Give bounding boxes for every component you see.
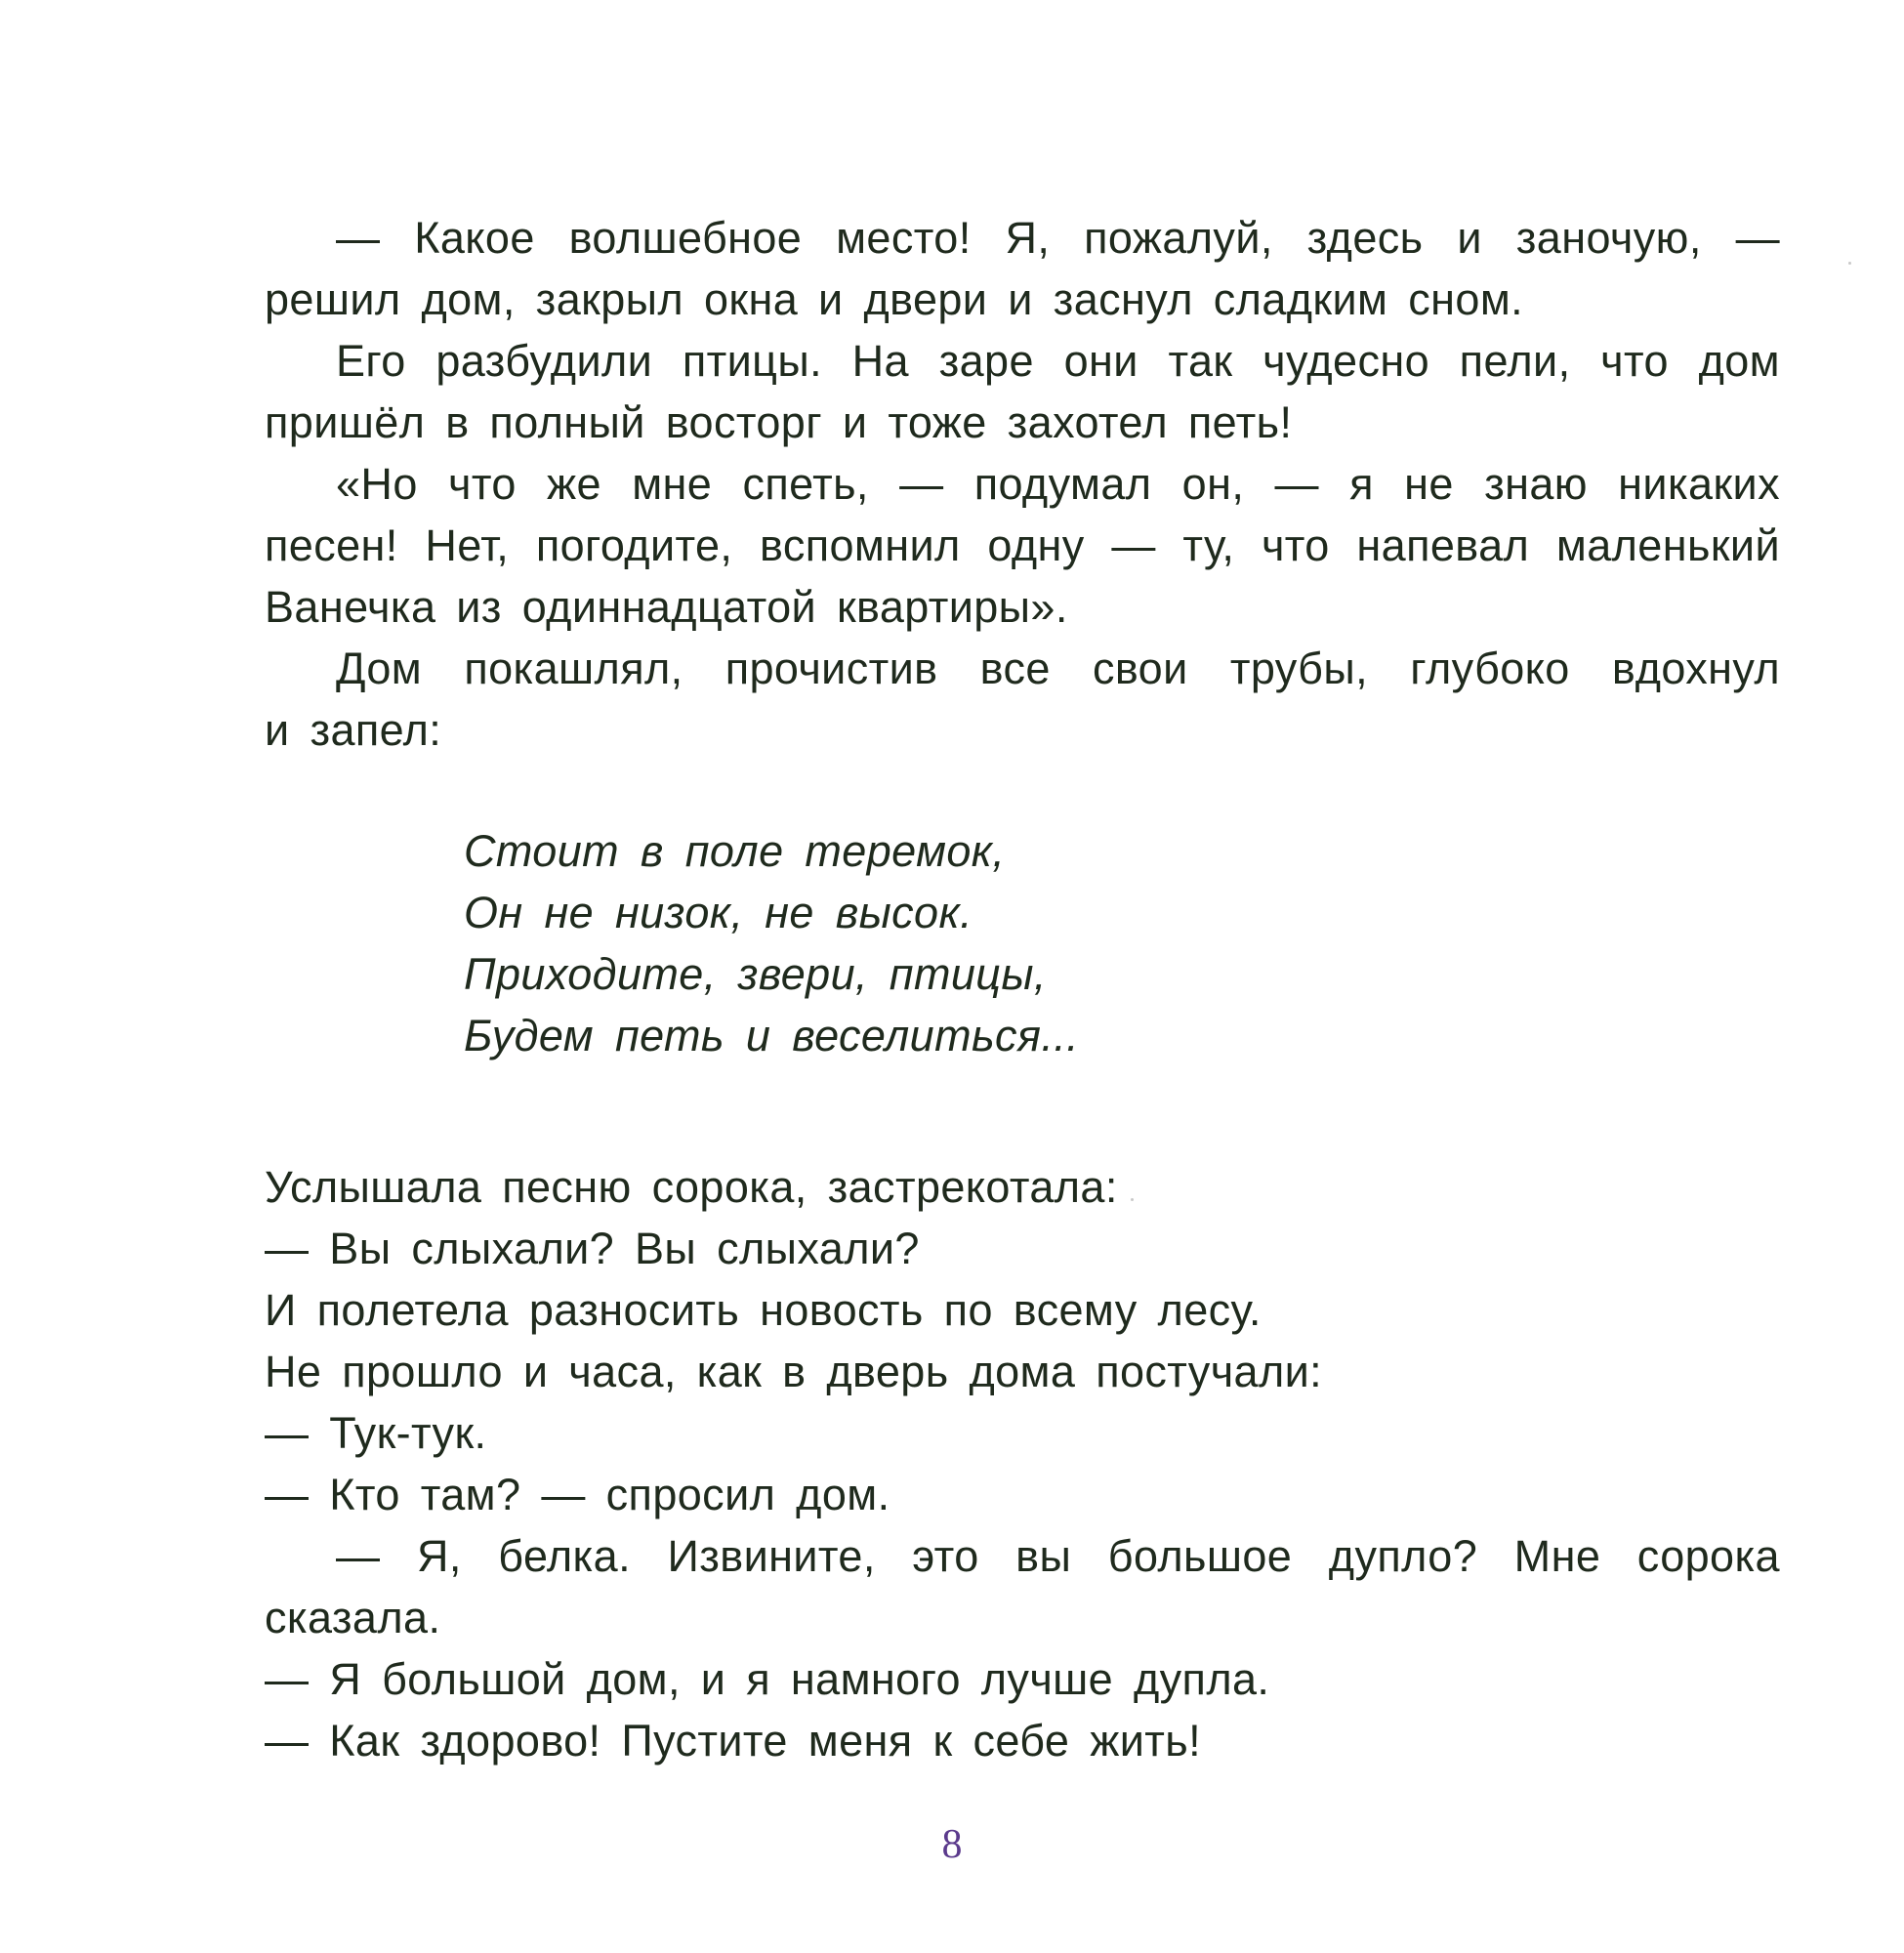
paragraph	[193, 638, 1780, 761]
text-line: — Я большой дом, и я намного лучше дупла.	[265, 1654, 1270, 1704]
paragraph	[193, 1648, 1780, 1710]
paragraph	[193, 330, 1780, 453]
verse-line: Он не низок, не высок.	[464, 888, 973, 937]
scan-speck	[1848, 262, 1851, 265]
paragraph	[193, 1464, 1780, 1525]
text-line: Не прошло и часа, как в дверь дома постучали:	[265, 1347, 1323, 1396]
text-line: «Но что же мне спеть, — подумал он, — я не знаю никаких	[336, 459, 1780, 509]
text-line: Его разбудили птицы. На заре они так чудесно пели, что дом	[336, 336, 1780, 386]
verse-line: Приходите, звери, птицы,	[464, 949, 1047, 999]
paragraph	[193, 1525, 1780, 1648]
text-line: — Как здорово! Пустите меня к себе жить!	[265, 1716, 1202, 1766]
song-verse	[464, 820, 1343, 1066]
paragraph	[193, 1402, 1780, 1464]
paragraph	[193, 207, 1780, 330]
text-line: И полетела разносить новость по всему лесу.	[265, 1285, 1262, 1335]
verse-line: Будем петь и веселиться...	[464, 1011, 1080, 1060]
text-line: — Кто там? — спросил дом.	[265, 1470, 890, 1519]
paragraph	[193, 1279, 1780, 1341]
paragraph	[193, 1156, 1780, 1218]
text-line: — Тук-тук.	[265, 1408, 487, 1458]
paragraph	[193, 1341, 1780, 1402]
text-line: — Я, белка. Извините, это вы большое дупло? Мне сорока	[336, 1531, 1780, 1581]
text-line: песен! Нет, погодите, вспомнил одну — ту, что напевал маленький	[265, 520, 1780, 570]
text-line: Дом покашлял, прочистив все свои трубы, глубоко вдохнул	[336, 644, 1780, 693]
paragraph	[193, 453, 1780, 638]
text-line: — Вы слыхали? Вы слыхали?	[265, 1224, 920, 1273]
text-line: решил дом, закрыл окна и двери и заснул сладким сном.	[265, 274, 1524, 324]
paragraph	[193, 1218, 1780, 1279]
text-line: пришёл в полный восторг и тоже захотел петь!	[265, 397, 1293, 447]
page-number: 8	[941, 1822, 963, 1867]
verse-line: Стоит в поле теремок,	[464, 826, 1006, 876]
text-line: и запел:	[265, 705, 442, 755]
text-line: Услышала песню сорока, застрекотала:	[265, 1162, 1118, 1212]
text-line: — Какое волшебное место! Я, пожалуй, здесь и заночую, —	[336, 213, 1780, 263]
text-line: Ванечка из одиннадцатой квартиры».	[265, 582, 1068, 632]
text-line: сказала.	[265, 1593, 441, 1642]
paragraph	[193, 1710, 1780, 1771]
scan-speck	[1131, 1198, 1134, 1201]
